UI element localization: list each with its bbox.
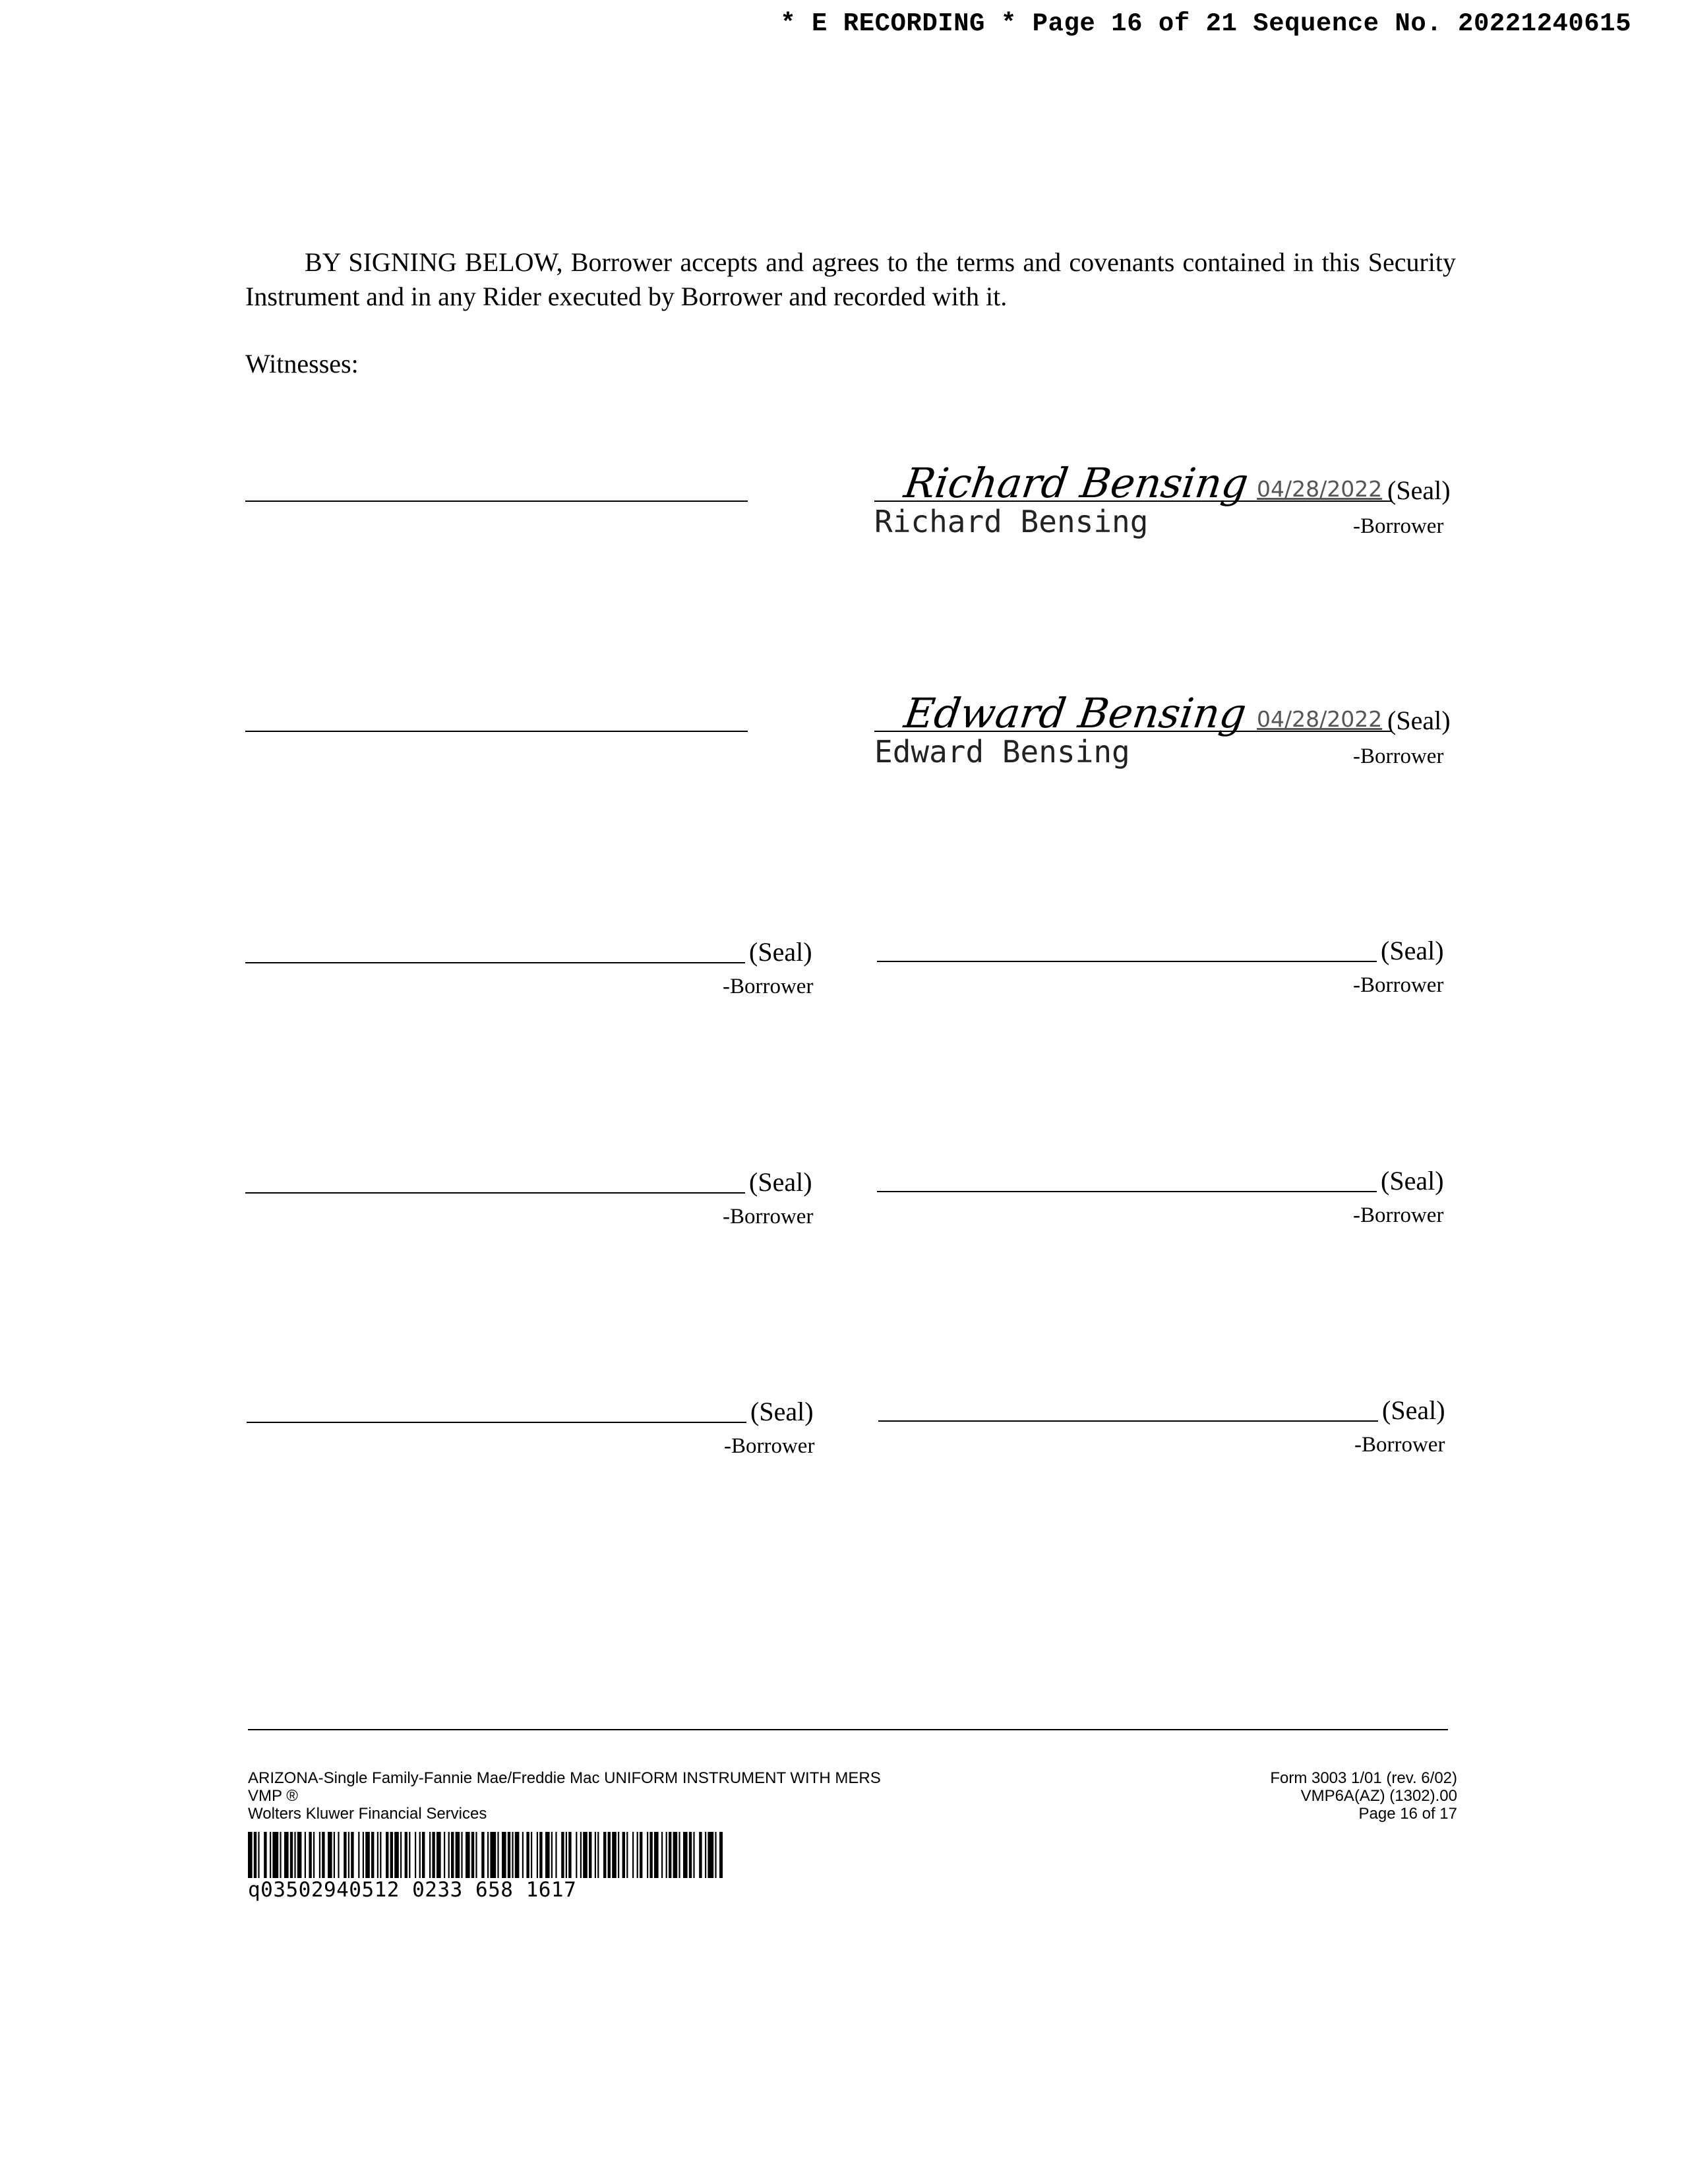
footer-divider [248,1729,1448,1730]
witness-line-1[interactable] [245,501,748,502]
borrower-label-3-right: -Borrower [1353,973,1444,997]
signature-line-4-left[interactable] [245,1192,745,1194]
footer-vmp-code: VMP6A(AZ) (1302).00 [1300,1787,1457,1805]
seal-label-5-right: (Seal) [1382,1395,1445,1425]
footer-vmp: VMP ® [248,1787,298,1805]
borrower-label-5-left: -Borrower [724,1434,815,1458]
signature-line-4-right[interactable] [877,1191,1377,1192]
seal-label-4-left: (Seal) [749,1167,812,1197]
signing-paragraph [245,245,1456,314]
barcode-text: q03502940512 0233 658 1617 [248,1878,577,1902]
seal-label-3-left: (Seal) [749,937,812,967]
seal-label-3-right: (Seal) [1381,936,1444,965]
signature-line-3-left[interactable] [245,962,745,963]
seal-label-1: (Seal) [1387,475,1451,505]
signature-richard-bensing: Richard Bensing [901,459,1251,507]
witnesses-label: Witnesses: [245,349,359,379]
typed-name-edward-bensing: Edward Bensing [874,734,1130,770]
borrower-label-1: -Borrower [1353,514,1444,538]
signature-line-3-right[interactable] [877,961,1377,962]
footer-page-number: Page 16 of 17 [1358,1805,1457,1823]
footer-publisher: Wolters Kluwer Financial Services [248,1805,487,1823]
seal-label-5-left: (Seal) [750,1397,814,1426]
signature-line-5-right[interactable] [878,1420,1378,1422]
footer-form-info [1270,1769,1457,1823]
borrower-label-4-right: -Borrower [1353,1203,1444,1227]
signature-date-1: 04/28/2022 [1257,476,1383,502]
barcode-graphic [248,1832,723,1878]
signature-date-2: 04/28/2022 [1257,706,1383,732]
recording-header: * E RECORDING * Page 16 of 21 Sequence No. 20221240615 [780,9,1631,38]
signature-line-5-left[interactable] [247,1422,746,1423]
borrower-label-2: -Borrower [1353,744,1444,768]
witness-line-2[interactable] [245,731,748,732]
typed-name-richard-bensing: Richard Bensing [874,504,1149,539]
borrower-label-5-right: -Borrower [1354,1433,1445,1457]
footer-form-number: Form 3003 1/01 (rev. 6/02) [1270,1769,1457,1787]
signing-paragraph-text: BY SIGNING BELOW, Borrower accepts and agrees to the terms and covenants contained in this Security Instrument and in any Rider executed by Borrower and recorded with it. [245,247,1456,311]
seal-label-2: (Seal) [1387,706,1451,735]
borrower-label-3-left: -Borrower [723,975,814,998]
seal-label-4-right: (Seal) [1381,1166,1444,1196]
footer-instrument-title: ARIZONA-Single Family-Fannie Mae/Freddie Mac UNIFORM INSTRUMENT WITH MERS [248,1769,881,1787]
footer-instrument-info [248,1769,881,1823]
borrower-label-4-left: -Borrower [723,1205,814,1228]
signature-edward-bensing: Edward Bensing [901,689,1250,737]
